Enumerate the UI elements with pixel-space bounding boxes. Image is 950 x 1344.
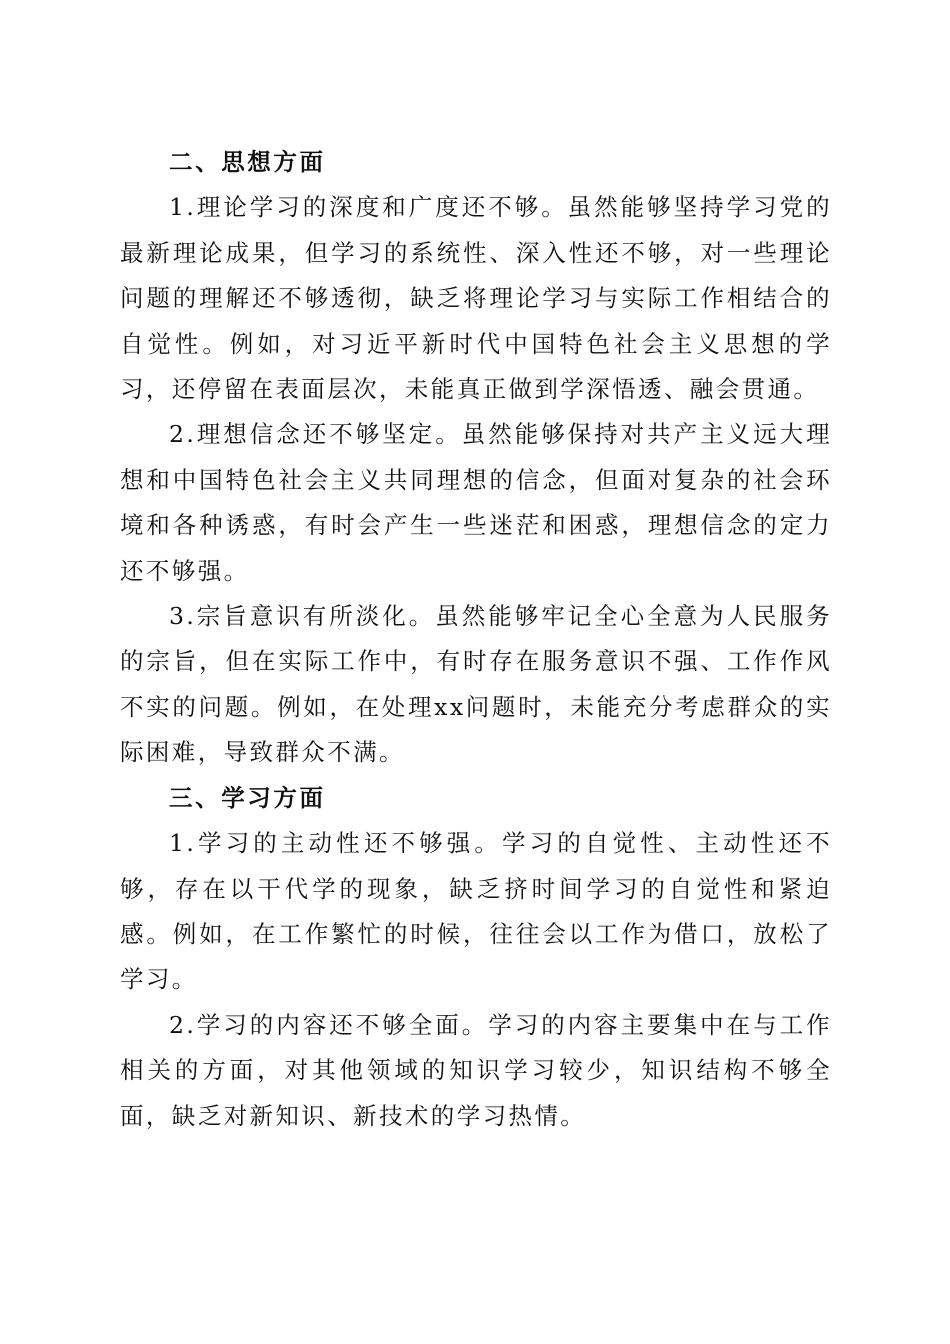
thought-paragraph-2: 2.理想信念还不够坚定。虽然能够保持对共产主义远大理想和中国特色社会主义共同理想的信念，但面对复杂的社会环境和各种诱惑，有时会产生一些迷茫和困惑，理想信念的定力还不够强。 xyxy=(120,420,832,585)
section-heading-thought: 二、思想方面 xyxy=(169,148,326,176)
document-body xyxy=(120,140,832,1139)
study-paragraph-2: 2.学习的内容还不够全面。学习的内容主要集中在与工作相关的方面，对其他领域的知识学习较少，知识结构不够全面，缺乏对新知识、新技术的学习热情。 xyxy=(120,1010,832,1130)
thought-paragraph-3: 3.宗旨意识有所淡化。虽然能够牢记全心全意为人民服务的宗旨，但在实际工作中，有时存在服务意识不强、工作作风不实的问题。例如，在处理xx问题时，未能充分考虑群众的实际困难，导致群众不满。 xyxy=(120,602,832,767)
thought-paragraph-1: 1.理论学习的深度和广度还不够。虽然能够坚持学习党的最新理论成果，但学习的系统性、深入性还不够，对一些理论问题的理解还不够透彻，缺乏将理论学习与实际工作相结合的自觉性。例如，对习近平新时代中国特色社会主义思想的学习，还停留在表面层次，未能真正做到学深悟透、融会贯通。 xyxy=(120,193,832,404)
section-heading-study: 三、学习方面 xyxy=(169,783,326,812)
study-paragraph-1: 1.学习的主动性还不够强。学习的自觉性、主动性还不够，存在以干代学的现象，缺乏挤时间学习的自觉性和紧迫感。例如，在工作繁忙的时候，往往会以工作为借口，放松了学习。 xyxy=(120,829,832,994)
